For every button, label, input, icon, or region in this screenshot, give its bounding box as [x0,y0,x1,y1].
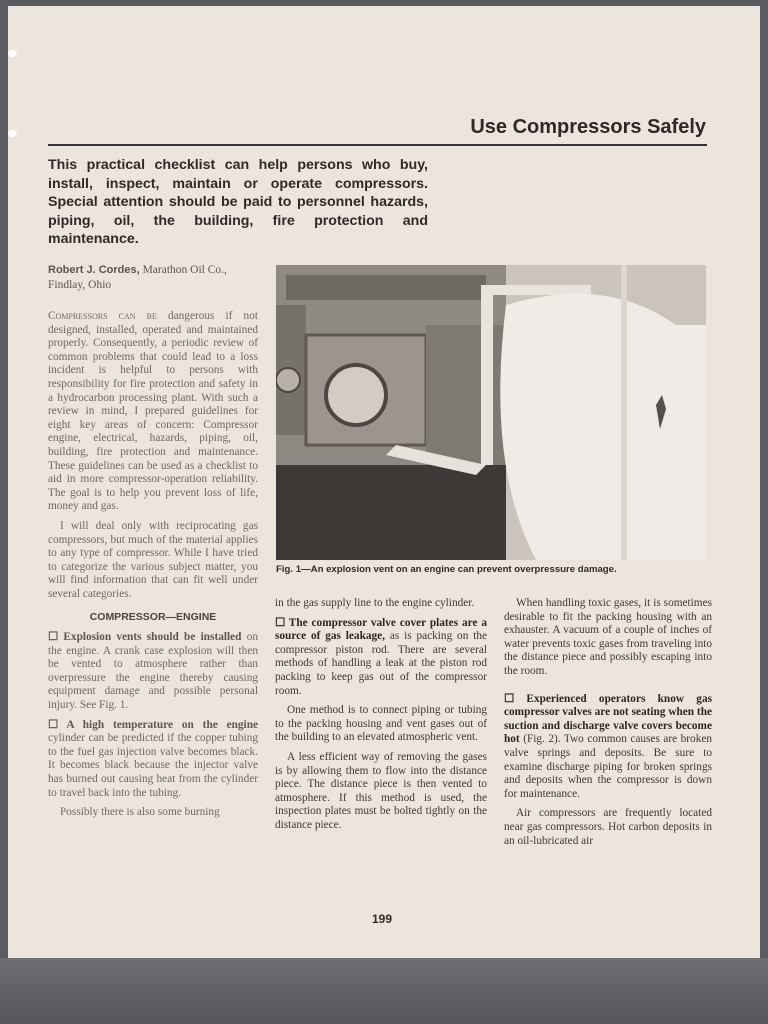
checklist-item [504,693,712,802]
lead-paragraph: This practical checklist can help persons who buy, install, inspect, maintain or operate compressors. Special attention should be paid to personnel hazards, piping, oil, the building, fire protection and maintenance. [48,157,428,248]
paragraph-text: dangerous if not designed, installed, operated and maintained properly. Consequently, a periodic review of common problems that could lead to a loss incident is helpful to persons with responsibility for fire protection and safety in a hydrocarbon processing plant. With such a review in mind, I prepared guidelines for eight key areas of concern: Compressor engine, electrical, hazards, piping, oil, building, fire protection and maintenance. These guidelines can be used as a checklist to aid in more compressor-operation reliability. The goal is to help you prevent loss of life, money and gas. [48,310,258,513]
checklist-item-text: (Fig. 2). Two common causes are broken valve springs and deposits. Be sure to examine discharge piping for broken springs and deposits when the compressor is down for maintenance. [504,733,713,800]
paragraph: One method is to connect piping or tubing to the packing housing and vent gases out of the building to an elevated atmospheric vent. [275,704,487,744]
checklist-item [275,617,487,699]
figure-caption: Fig. 1—An explosion vent on an engine can prevent overpressure damage. [276,564,617,575]
engine-photo-illustration [276,265,706,560]
checklist-item-heading: ☐ The compressor valve cover plates are a source of gas leakage, [275,616,487,643]
checklist-item [48,631,258,713]
checklist-item-text: cylinder can be predicted if the copper tubing to the fuel gas injection valve becomes black. It becomes black because the injector valve has burned out causing heat from the cylinder to travel back into the tubing. [48,732,258,799]
figure-photo [276,265,706,560]
text-column-3 [504,597,712,854]
checklist-item-text: on the engine. A crank case explosion will then be vented to atmosphere rather than overpressure the engine thereby causing equipment damage and possible personal injury. See Fig. 1. [48,631,259,712]
paragraph: I will deal only with reciprocating gas compressors, but much of the material applies to any type of compressor. While I have tried to categorize the various subject matter, you will find information that can fit well under several categories. [48,519,258,600]
paragraph: A less efficient way of removing the gases is by allowing them to flow into the distance piece. The distance piece is then vented to atmosphere. If this method is used, the inspection plates must be bolted tightly on the distance piece. [275,750,487,831]
paragraph: Air compressors are frequently located near gas compressors. Hot carbon deposits in an oil-lubricated air [504,807,712,847]
binder-hole [8,130,17,137]
text-column-2 [275,597,487,839]
section-heading: COMPRESSOR—ENGINE [89,611,217,624]
byline [48,263,263,293]
checklist-item-heading: ☐ A high temperature on the engine [48,718,258,731]
text-column-1 [48,310,258,826]
article-title: Use Compressors Safely [470,116,706,138]
title-rule [48,144,707,146]
paragraph: Possibly there is also some burning [60,806,220,819]
checklist-item-text: as is packing on the compressor piston rod. There are several methods of handling a leak at the piston rod packing to keep gas out of the compressor room. [275,630,487,697]
author-name: Robert J. Cordes, [48,264,140,276]
drop-lead: Compressors can be [48,310,157,322]
checklist-item [48,719,258,801]
author-affiliation: Marathon Oil Co., Findlay, Ohio [48,264,227,291]
binder-hole [8,50,17,57]
page-number: 199 [371,912,393,926]
scanner-background [0,958,768,1024]
paragraph: When handling toxic gases, it is sometimes desirable to fit the packing housing with an exhauster. A vacuum of a couple of inches of water prevents toxic gases from traveling into the distance piece and possibly escaping into the room. [504,597,712,677]
paragraph [48,310,258,514]
checklist-item-heading: ☐ Experienced operators know gas compressor valves are not seating when the suction and discharge valve covers become hot [504,692,712,746]
checklist-item-heading: ☐ Explosion vents should be installed [48,631,242,644]
paragraph: in the gas supply line to the engine cylinder. [275,597,475,609]
